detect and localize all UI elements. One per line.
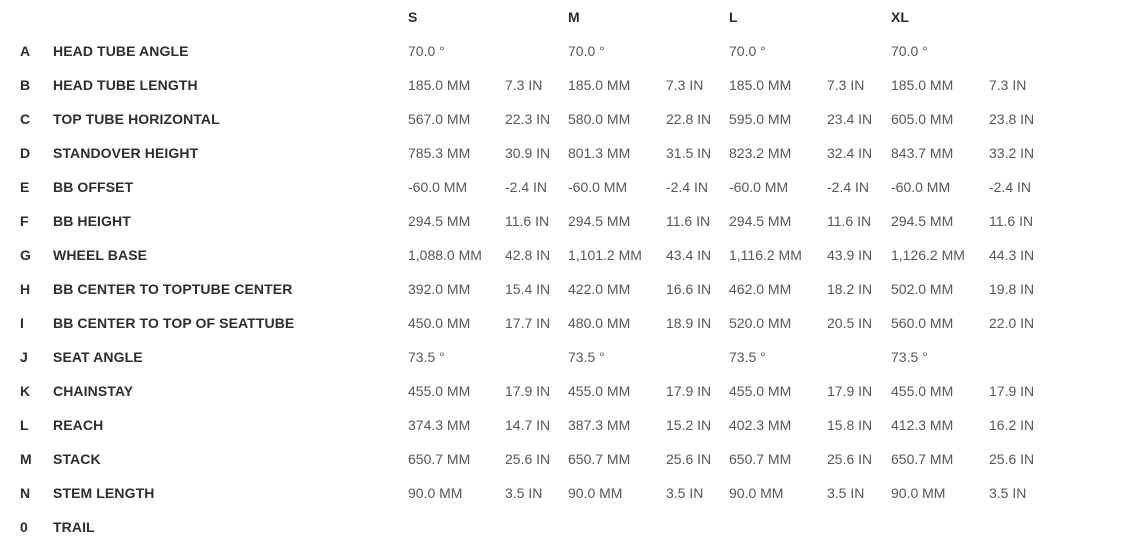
table-row: [20, 136, 1136, 170]
row-letter: B: [20, 77, 31, 93]
table-row: [20, 374, 1136, 408]
value-s-mm: 392.0 MM: [408, 281, 471, 297]
row-letter: G: [20, 247, 31, 263]
value-l-mm: 294.5 MM: [729, 213, 792, 229]
row-letter: A: [20, 43, 31, 59]
value-xl-mm: 502.0 MM: [891, 281, 954, 297]
column-header-l: L: [729, 9, 738, 25]
value-xl-mm: 843.7 MM: [891, 145, 954, 161]
table-row: [20, 340, 1136, 374]
value-m-mm: 650.7 MM: [568, 451, 631, 467]
row-letter: I: [20, 315, 24, 331]
value-xl-mm: 90.0 MM: [891, 485, 946, 501]
table-row: [20, 408, 1136, 442]
value-s-mm: 450.0 MM: [408, 315, 471, 331]
value-s-in: 30.9 IN: [505, 145, 551, 161]
value-xl-mm: 73.5 °: [891, 349, 928, 365]
value-xl-in: 33.2 IN: [989, 145, 1035, 161]
value-xl-mm: -60.0 MM: [891, 179, 951, 195]
value-s-mm: 785.3 MM: [408, 145, 471, 161]
row-label: HEAD TUBE LENGTH: [53, 77, 198, 93]
value-l-in: 25.6 IN: [827, 451, 873, 467]
value-s-in: 11.6 IN: [505, 213, 550, 229]
value-m-in: 17.9 IN: [666, 383, 712, 399]
value-l-in: 15.8 IN: [827, 417, 873, 433]
value-xl-in: 19.8 IN: [989, 281, 1035, 297]
row-letter: E: [20, 179, 30, 195]
value-xl-in: 22.0 IN: [989, 315, 1035, 331]
table-body: [20, 34, 1136, 544]
value-xl-mm: 1,126.2 MM: [891, 247, 965, 263]
table-row: [20, 476, 1136, 510]
row-label: WHEEL BASE: [53, 247, 148, 263]
value-s-mm: 567.0 MM: [408, 111, 471, 127]
value-m-mm: 73.5 °: [568, 349, 605, 365]
value-l-mm: 185.0 MM: [729, 77, 792, 93]
value-l-mm: 1,116.2 MM: [729, 247, 802, 263]
value-s-mm: 90.0 MM: [408, 485, 463, 501]
value-l-mm: 595.0 MM: [729, 111, 792, 127]
value-m-in: 25.6 IN: [666, 451, 712, 467]
value-m-mm: 455.0 MM: [568, 383, 631, 399]
row-label: REACH: [53, 417, 104, 433]
value-xl-in: 23.8 IN: [989, 111, 1035, 127]
row-letter: H: [20, 281, 31, 297]
row-letter: F: [20, 213, 29, 229]
value-s-mm: 185.0 MM: [408, 77, 471, 93]
value-xl-mm: 294.5 MM: [891, 213, 954, 229]
value-m-mm: 422.0 MM: [568, 281, 631, 297]
value-l-mm: 73.5 °: [729, 349, 766, 365]
column-header-xl: XL: [891, 9, 909, 25]
value-s-in: 15.4 IN: [505, 281, 551, 297]
row-label: CHAINSTAY: [53, 383, 134, 399]
value-m-in: 11.6 IN: [666, 213, 711, 229]
value-xl-in: 25.6 IN: [989, 451, 1035, 467]
row-letter: L: [20, 417, 29, 433]
value-m-mm: 1,101.2 MM: [568, 247, 642, 263]
value-xl-mm: 185.0 MM: [891, 77, 954, 93]
value-xl-mm: 650.7 MM: [891, 451, 954, 467]
value-m-mm: 580.0 MM: [568, 111, 631, 127]
table-row: [20, 238, 1136, 272]
row-letter: D: [20, 145, 31, 161]
value-xl-in: 16.2 IN: [989, 417, 1035, 433]
value-l-in: 23.4 IN: [827, 111, 873, 127]
value-m-mm: 70.0 °: [568, 43, 605, 59]
value-l-mm: 70.0 °: [729, 43, 766, 59]
value-m-in: 22.8 IN: [666, 111, 712, 127]
value-s-in: 7.3 IN: [505, 77, 543, 93]
value-m-mm: 90.0 MM: [568, 485, 623, 501]
row-label: HEAD TUBE ANGLE: [53, 43, 189, 59]
table-row: [20, 170, 1136, 204]
row-letter: 0: [20, 519, 28, 535]
value-m-in: 18.9 IN: [666, 315, 712, 331]
value-m-mm: -60.0 MM: [568, 179, 628, 195]
value-m-in: 7.3 IN: [666, 77, 704, 93]
value-s-mm: 70.0 °: [408, 43, 445, 59]
value-s-in: 25.6 IN: [505, 451, 551, 467]
value-m-in: 15.2 IN: [666, 417, 712, 433]
row-label: STEM LENGTH: [53, 485, 155, 501]
value-xl-mm: 560.0 MM: [891, 315, 954, 331]
table-row: [20, 204, 1136, 238]
value-s-mm: 374.3 MM: [408, 417, 471, 433]
table-row: [20, 510, 1136, 544]
value-s-in: 17.7 IN: [505, 315, 551, 331]
table-row: [20, 306, 1136, 340]
value-m-mm: 801.3 MM: [568, 145, 631, 161]
value-m-in: 31.5 IN: [666, 145, 712, 161]
value-l-in: 17.9 IN: [827, 383, 873, 399]
row-label: BB HEIGHT: [53, 213, 131, 229]
value-m-mm: 480.0 MM: [568, 315, 631, 331]
value-m-in: 3.5 IN: [666, 485, 704, 501]
value-l-mm: 455.0 MM: [729, 383, 792, 399]
value-l-in: 43.9 IN: [827, 247, 873, 263]
value-m-mm: 185.0 MM: [568, 77, 631, 93]
value-xl-in: 3.5 IN: [989, 485, 1027, 501]
value-xl-mm: 605.0 MM: [891, 111, 954, 127]
table-row: [20, 102, 1136, 136]
table-row: [20, 34, 1136, 68]
row-label: BB CENTER TO TOP OF SEATTUBE: [53, 315, 295, 331]
value-s-mm: 73.5 °: [408, 349, 445, 365]
value-s-in: 42.8 IN: [505, 247, 551, 263]
value-m-mm: 294.5 MM: [568, 213, 631, 229]
value-l-in: 11.6 IN: [827, 213, 872, 229]
value-s-in: -2.4 IN: [505, 179, 548, 195]
value-m-in: 16.6 IN: [666, 281, 712, 297]
value-l-mm: 402.3 MM: [729, 417, 792, 433]
column-header-s: S: [408, 9, 418, 25]
value-s-in: 14.7 IN: [505, 417, 551, 433]
value-l-mm: 650.7 MM: [729, 451, 792, 467]
column-header-m: M: [568, 9, 580, 25]
value-l-in: 7.3 IN: [827, 77, 865, 93]
value-s-mm: 1,088.0 MM: [408, 247, 482, 263]
row-letter: J: [20, 349, 28, 365]
value-s-mm: 294.5 MM: [408, 213, 471, 229]
row-label: BB OFFSET: [53, 179, 134, 195]
value-s-in: 3.5 IN: [505, 485, 543, 501]
table-header-row: [20, 0, 1136, 34]
table-row: [20, 442, 1136, 476]
row-label: TOP TUBE HORIZONTAL: [53, 111, 220, 127]
value-s-in: 22.3 IN: [505, 111, 551, 127]
value-l-mm: 462.0 MM: [729, 281, 792, 297]
table-row: [20, 68, 1136, 102]
value-l-mm: 823.2 MM: [729, 145, 792, 161]
value-s-mm: 650.7 MM: [408, 451, 471, 467]
row-label: BB CENTER TO TOPTUBE CENTER: [53, 281, 293, 297]
row-label: STANDOVER HEIGHT: [53, 145, 199, 161]
row-label: STACK: [53, 451, 101, 467]
row-label: SEAT ANGLE: [53, 349, 143, 365]
value-l-mm: 520.0 MM: [729, 315, 792, 331]
value-xl-in: 7.3 IN: [989, 77, 1027, 93]
value-xl-in: 44.3 IN: [989, 247, 1035, 263]
value-l-in: 32.4 IN: [827, 145, 873, 161]
row-label: TRAIL: [53, 519, 95, 535]
value-m-in: -2.4 IN: [666, 179, 709, 195]
value-s-in: 17.9 IN: [505, 383, 551, 399]
value-xl-in: -2.4 IN: [989, 179, 1032, 195]
row-letter: K: [20, 383, 31, 399]
value-l-in: 18.2 IN: [827, 281, 873, 297]
row-letter: C: [20, 111, 31, 127]
value-s-mm: 455.0 MM: [408, 383, 471, 399]
value-xl-in: 17.9 IN: [989, 383, 1035, 399]
value-xl-mm: 412.3 MM: [891, 417, 954, 433]
value-xl-in: 11.6 IN: [989, 213, 1034, 229]
table-row: [20, 272, 1136, 306]
value-l-in: 3.5 IN: [827, 485, 865, 501]
value-xl-mm: 70.0 °: [891, 43, 928, 59]
value-l-mm: 90.0 MM: [729, 485, 784, 501]
row-letter: N: [20, 485, 31, 501]
value-m-in: 43.4 IN: [666, 247, 712, 263]
value-m-mm: 387.3 MM: [568, 417, 631, 433]
value-s-mm: -60.0 MM: [408, 179, 468, 195]
row-letter: M: [20, 451, 32, 467]
value-l-in: 20.5 IN: [827, 315, 873, 331]
value-l-mm: -60.0 MM: [729, 179, 789, 195]
value-xl-mm: 455.0 MM: [891, 383, 954, 399]
value-l-in: -2.4 IN: [827, 179, 870, 195]
